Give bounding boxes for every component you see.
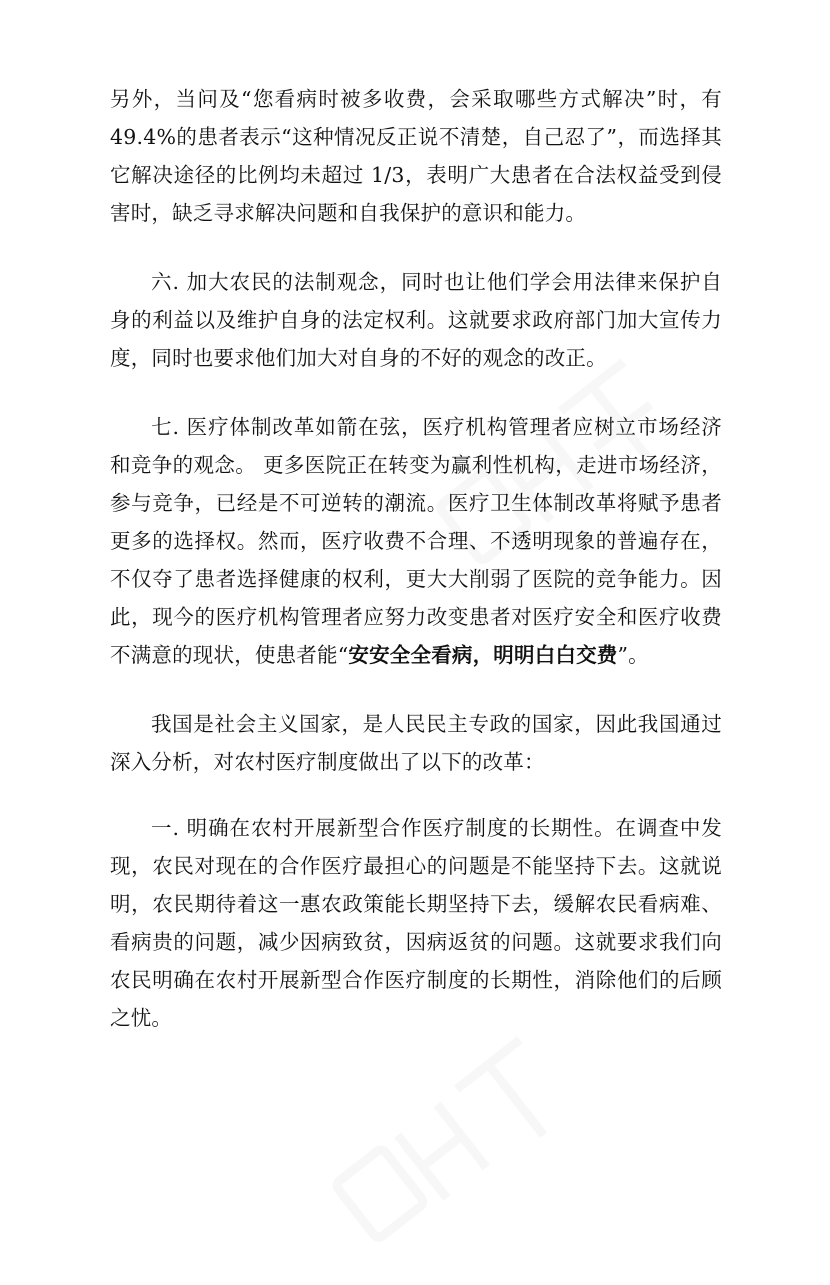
paragraph-reform-intro: 我国是社会主义国家，是人民民主专政的国家，因此我国通过深入分析，对农村医疗制度做出了以下的改革：	[110, 712, 722, 774]
paragraph-item-one: 一. 明确在农村开展新型合作医疗制度的长期性。在调查中发现，农民对现在的合作医疗最担心的问题是不能坚持下去。这就说明，农民期待着这一惠农政策能长期坚持下去，缓解农民看病难、看病贵的问题，减少因病致贫，因病返贫的问题。这就要求我们向农民明确在农村开展新型合作医疗制度的长期性，消除他们的后顾之忧。	[110, 816, 722, 1030]
paragraph-survey-result: 另外，当问及“您看病时被多收费，会采取哪些方式解决”时，有 49.4%的患者表示“这种情况反正说不清楚，自己忍了”，而选择其它解决途径的比例均未超过 1/3，表明广大患者在合法权益受到侵害时，缺乏寻求解决问题和自我保护的意识和能力。	[110, 87, 722, 225]
paragraph-item-seven-text: 七. 医疗体制改革如箭在弦，医疗机构管理者应树立市场经济和竞争的观念。 更多医院正在转变为赢利性机构，走进市场经济，参与竞争，已经是不可逆转的潮流。医疗卫生体制改革将赋予患者更多的选择权。然而，医疗收费不合理、不透明现象的普遍存在，不仅夺了患者选择健康的权利，更大大削弱了医院的竞争能力。因此，现今的医疗机构管理者应努力改变患者对医疗安全和医疗收费不满意的现状，使患者能“	[110, 415, 722, 667]
document-body	[110, 80, 722, 1068]
bold-slogan: 安安全全看病，明明白白交费	[348, 643, 618, 667]
paragraph-item-seven	[110, 408, 722, 674]
paragraph-item-seven-closing: ”。	[617, 643, 649, 667]
paragraph-item-six: 六. 加大农民的法制观念，同时也让他们学会用法律来保护自身的利益以及维护自身的法定权利。这就要求政府部门加大宣传力度，同时也要求他们加大对自身的不好的观念的改正。	[110, 270, 722, 370]
